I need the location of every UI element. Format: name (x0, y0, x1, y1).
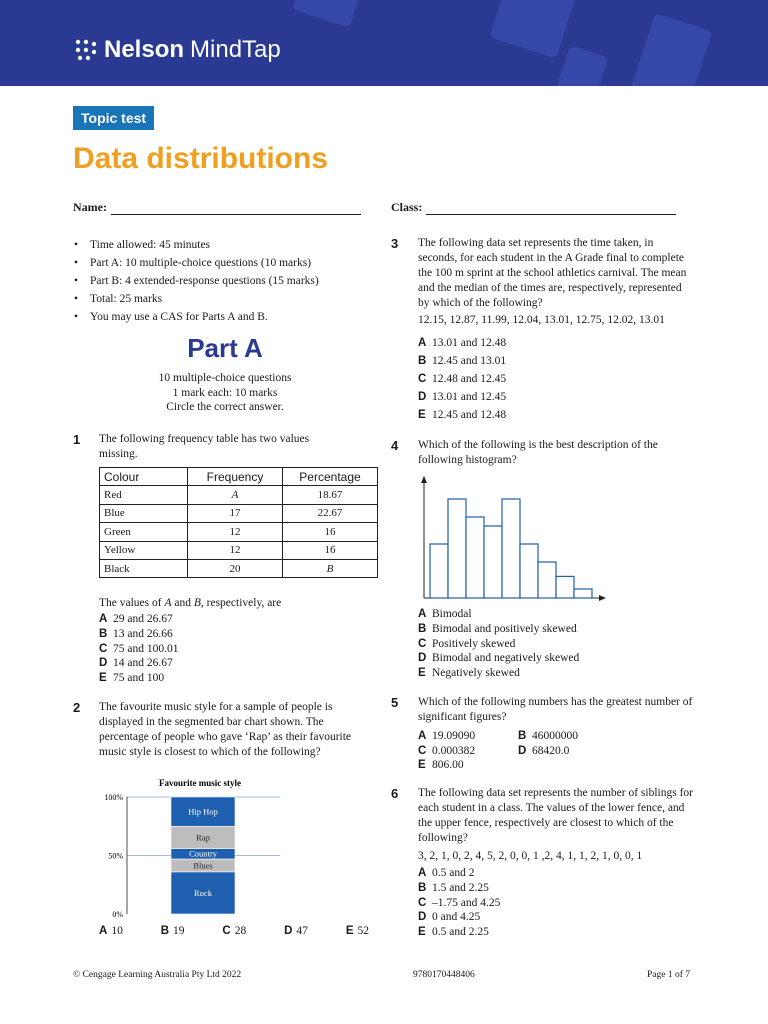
table-cell: Yellow (100, 541, 188, 559)
table-cell: 12 (188, 523, 283, 541)
option-text: 28 (234, 925, 247, 937)
option-text: 46000000 (532, 730, 578, 742)
option-text: 75 and 100.01 (113, 642, 179, 655)
option-text: 806.00 (432, 759, 464, 772)
part-a-line: Circle the correct answer. (166, 401, 284, 413)
answer-option[interactable] (418, 866, 500, 881)
name-label: Name: (73, 200, 107, 214)
option-letter: D (99, 657, 108, 670)
table-cell: 12 (188, 541, 283, 559)
histogram-bar (484, 526, 502, 598)
option-letter: A (418, 730, 427, 742)
answer-option[interactable] (418, 758, 532, 773)
question-text: The following data set represents the number of siblings for each student in a class. The values of the lower fence, and the upper fence, respectively are closest to which of the following? (418, 787, 693, 844)
answer-option[interactable] (418, 622, 579, 637)
q4-options (418, 607, 579, 681)
histogram-bar (448, 499, 466, 598)
table-cell: Blue (100, 504, 188, 522)
topic-test-badge: Topic test (73, 106, 154, 130)
answer-option[interactable] (418, 637, 579, 652)
option-text: 19 (173, 925, 185, 937)
brand-light: MindTap (190, 36, 281, 63)
variable-a: A (231, 489, 239, 502)
option-text: 0.5 and 2.25 (432, 926, 489, 939)
table-header: Percentage (283, 468, 378, 486)
list-item: • You may use a CAS for Parts A and B. (74, 308, 319, 326)
answer-option[interactable] (161, 925, 185, 937)
question-number: 5 (391, 695, 399, 710)
header-banner (0, 0, 768, 86)
option-text: 12.48 and 12.45 (432, 373, 507, 385)
segmented-bar-chart (95, 774, 295, 919)
option-letter: B (160, 925, 170, 937)
answer-option[interactable] (418, 729, 518, 744)
list-item: • Part A: 10 multiple-choice questions (10 marks) (74, 254, 319, 272)
data-set: 12.15, 12.87, 11.99, 12.04, 13.01, 12.75, 12.02, 13.01 (418, 314, 665, 326)
option-text: 12.45 and 13.01 (432, 355, 507, 367)
option-letter: A (99, 613, 108, 625)
table-cell: 16 (283, 541, 378, 559)
option-text: Bimodal and negatively skewed (432, 652, 580, 665)
option-letter: A (99, 925, 108, 937)
logo-mark-icon (74, 38, 98, 62)
question-prompt (99, 596, 359, 611)
answer-option[interactable] (518, 744, 618, 759)
option-letter: C (418, 373, 427, 385)
part-a-heading: Part A (187, 333, 263, 363)
option-text: Bimodal (432, 608, 472, 620)
question-text: The favourite music style for a sample of people is displayed in the segmented bar chart shown. The percentage of people who gave ‘Rap’ as their favourite music style is closest to which of the following? (99, 701, 352, 758)
question-number: 3 (391, 236, 399, 251)
table-cell: 20 (188, 559, 283, 577)
histogram-bar (538, 562, 556, 598)
histogram-bar (502, 499, 520, 598)
option-text: 13.01 and 12.45 (432, 391, 507, 403)
option-letter: B (418, 622, 427, 635)
prompt-text: The values of (99, 597, 165, 609)
option-letter: E (345, 925, 354, 937)
frequency-table (99, 467, 378, 578)
answer-option[interactable] (222, 925, 246, 937)
option-letter: C (222, 925, 231, 937)
answer-option[interactable] (418, 651, 579, 666)
histogram-bar (574, 589, 592, 598)
option-letter: E (99, 672, 107, 685)
question-number: 1 (73, 432, 81, 447)
option-letter: A (418, 337, 427, 349)
option-text: Positively skewed (432, 637, 516, 650)
option-letter: D (418, 911, 427, 924)
q6-options (418, 866, 500, 940)
option-text: 12.45 and 12.48 (432, 409, 507, 421)
table-cell: Green (100, 523, 188, 541)
option-text: 13.01 and 12.48 (432, 337, 507, 349)
q5-options (418, 729, 618, 773)
name-field[interactable] (73, 200, 361, 215)
answer-option[interactable] (284, 925, 308, 937)
option-letter: B (518, 730, 527, 742)
data-set: 3, 2, 1, 0, 2, 4, 5, 2, 0, 0, 1 ,2, 4, 1, 1, 2, 1, 0, 0, 1 (418, 850, 643, 862)
segment-label: Rap (196, 832, 210, 843)
class-line[interactable] (426, 203, 676, 215)
table-cell: 18.67 (283, 486, 378, 504)
answer-option[interactable] (99, 642, 178, 657)
table-cell: 17 (188, 504, 283, 522)
table-row (100, 523, 378, 541)
histogram-bar (556, 576, 574, 598)
option-letter: C (99, 642, 108, 655)
option-text: 19.09090 (432, 730, 476, 742)
question-text: The following data set represents the time taken, in seconds, for each student in the A Grade final to complete the 100 m sprint at the school athletics carnival. The mean and the median of the times are, respectively, represented by which of the following? (418, 237, 687, 309)
table-header: Colour (100, 468, 188, 486)
page-title: Data distributions (73, 142, 329, 175)
table-cell: Red (100, 486, 188, 504)
prompt-var: B (193, 597, 201, 609)
answer-option[interactable] (418, 744, 518, 759)
footer-copyright: © Cengage Learning Australia Pty Ltd 2022 (73, 970, 242, 980)
option-letter: B (99, 627, 108, 640)
answer-option[interactable] (418, 666, 579, 681)
option-text: 13 and 26.66 (113, 627, 173, 640)
option-text: 68420.0 (532, 744, 570, 757)
y-tick-label: 0% (112, 910, 123, 919)
answer-option[interactable] (518, 729, 618, 744)
option-letter: C (418, 896, 427, 909)
table-cell (283, 559, 378, 577)
question-number: 2 (73, 700, 81, 715)
histogram-bar (430, 544, 448, 598)
option-letter: E (418, 409, 426, 421)
question-text: Which of the following numbers has the greatest number of significant figures? (418, 696, 693, 723)
answer-option[interactable] (418, 334, 506, 352)
answer-option[interactable] (99, 656, 178, 671)
answer-option[interactable] (418, 388, 506, 406)
option-letter: C (418, 637, 427, 650)
option-letter: D (518, 744, 527, 757)
segment-label: Rock (194, 887, 212, 898)
table-row (100, 541, 378, 559)
option-letter: E (418, 926, 426, 939)
part-a-instructions (100, 371, 350, 415)
option-text: 47 (296, 925, 308, 937)
question-number: 6 (391, 786, 399, 801)
answer-option[interactable] (99, 671, 178, 686)
option-letter: E (418, 759, 426, 772)
option-letter: A (418, 867, 427, 879)
q1-options (99, 612, 178, 686)
option-letter: D (418, 652, 427, 665)
chart-title: Favourite music style (159, 778, 241, 788)
footer-page: Page 1 of 7 (647, 970, 691, 980)
option-text: 14 and 26.67 (113, 657, 173, 670)
segment-label: Hip Hop (188, 806, 218, 817)
option-text: –1.75 and 4.25 (432, 896, 501, 909)
option-text: 75 and 100 (113, 672, 165, 685)
x-axis-arrow-icon (599, 595, 606, 601)
table-cell: 22.67 (283, 504, 378, 522)
prompt-var: A (164, 597, 172, 609)
answer-option[interactable] (418, 352, 506, 370)
option-text: 52 (357, 925, 369, 937)
histogram-bar (466, 517, 484, 598)
option-letter: A (418, 608, 427, 620)
question-number: 4 (391, 438, 399, 453)
option-text: 10 (111, 925, 123, 937)
name-line[interactable] (111, 203, 361, 215)
answer-option[interactable] (99, 925, 123, 937)
question-text: Which of the following is the best description of the following histogram? (418, 439, 658, 466)
table-cell: 16 (283, 523, 378, 541)
part-a-line: 1 mark each: 10 marks (172, 386, 278, 399)
answer-option[interactable] (418, 370, 506, 388)
table-header: Frequency (188, 468, 283, 486)
option-letter: D (284, 925, 293, 937)
option-text: 0 and 4.25 (432, 911, 481, 924)
list-item: • Time allowed: 45 minutes (74, 236, 319, 254)
answer-option[interactable] (346, 925, 369, 937)
answer-option[interactable] (418, 406, 506, 424)
table-row (100, 559, 378, 577)
list-item: • Part B: 4 extended-response questions (15 marks) (74, 272, 319, 290)
q2-options (99, 925, 369, 937)
answer-option[interactable] (99, 612, 178, 627)
part-a-line: 10 multiple-choice questions (158, 372, 292, 384)
table-cell (188, 486, 283, 504)
answer-option[interactable] (418, 896, 500, 911)
segment-label: Blues (193, 860, 213, 871)
q3-options (418, 334, 506, 424)
table-cell: Black (100, 559, 188, 577)
instructions-list (74, 236, 319, 326)
option-text: 0.5 and 2 (432, 867, 475, 879)
brand-bold: Nelson (104, 36, 185, 63)
footer-isbn: 9780170448406 (413, 970, 475, 980)
option-letter: B (418, 355, 427, 367)
histogram-chart (418, 474, 608, 602)
list-item: • Total: 25 marks (74, 290, 319, 308)
nelson-mindtap-logo (74, 36, 281, 64)
histogram-bar (520, 544, 538, 598)
option-text: Negatively skewed (432, 667, 520, 680)
option-text: 29 and 26.67 (113, 613, 173, 625)
class-label: Class: (391, 200, 423, 214)
segment-label: Country (189, 848, 217, 859)
table-row (100, 486, 378, 504)
option-letter: D (418, 391, 427, 403)
y-tick-label: 100% (104, 793, 123, 802)
option-letter: C (418, 744, 427, 757)
variable-b: B (326, 562, 334, 575)
answer-option[interactable] (418, 925, 500, 940)
answer-option[interactable] (99, 627, 178, 642)
prompt-text: , respectively, are (200, 597, 282, 609)
prompt-text: and (171, 597, 194, 609)
table-row (100, 504, 378, 522)
option-text: 0.000382 (432, 744, 476, 757)
class-field[interactable] (391, 200, 676, 215)
answer-option[interactable] (418, 881, 500, 896)
answer-option[interactable] (418, 910, 500, 925)
option-letter: E (418, 667, 426, 680)
option-text: 1.5 and 2.25 (432, 881, 489, 894)
y-axis-arrow-icon (421, 476, 427, 483)
option-text: Bimodal and positively skewed (432, 622, 577, 635)
answer-option[interactable] (418, 607, 579, 622)
y-tick-label: 50% (108, 851, 123, 861)
option-letter: B (418, 881, 427, 894)
question-text: The following frequency table has two values missing. (99, 433, 310, 460)
